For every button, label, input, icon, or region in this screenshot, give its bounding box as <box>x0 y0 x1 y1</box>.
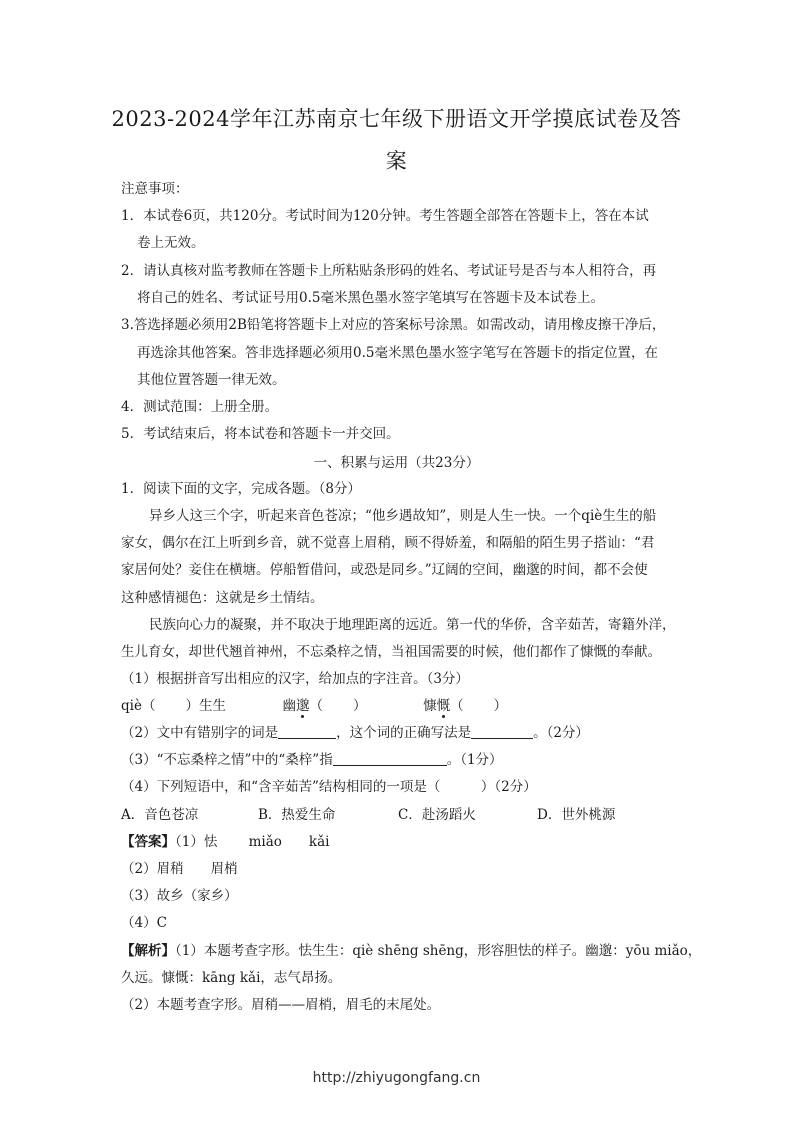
answer-line-2: （2）眉稍 眉梢 <box>121 861 238 877</box>
passage-line: 异乡人这三个字，听起来音色苍凉；“他乡遇故知”，则是人生一快。一个qiè生生的船 <box>149 508 657 524</box>
dotted-char: 慨 <box>436 698 451 714</box>
sub-question-1-items <box>121 697 507 715</box>
answer-line-3: （3）故乡（家乡） <box>121 888 238 904</box>
analysis-line-1: 【解析】（1）本题考查字形。怯生生：qiè shēng shēng，形容胆怯的样子。幽邈：yōu miǎo， <box>121 943 702 959</box>
answer-blank <box>278 724 336 739</box>
option-d: D．世外桃源 <box>537 807 616 823</box>
section-title: 一、积累与运用（共23分） <box>313 455 480 471</box>
option-c: C．赴汤蹈火 <box>398 807 476 823</box>
analysis-line-1b: 久远。慷慨：kāng kǎi，志气昂扬。 <box>121 970 342 986</box>
notice-line: 1．本试卷6页，共120分。考试时间为120分钟。考生答题全部答在答题卡上，答在本试 <box>121 208 649 224</box>
dotted-char: 邈 <box>296 698 310 714</box>
analysis-line-2: （2）本题考查字形。眉稍——眉梢，眉毛的末尾处。 <box>121 997 441 1013</box>
notice-line: 2．请认真核对监考教师在答题卡上所粘贴条形码的姓名、考试证号是否与本人相符合，再 <box>121 263 657 279</box>
pinyin-item-b: 幽邈（ ） <box>282 698 367 714</box>
notice-line: 5．考试结束后，将本试卷和答题卡一并交回。 <box>121 426 400 442</box>
pinyin-item-c: 慷慨（ ） <box>423 698 508 714</box>
question-stem: 1．阅读下面的文字，完成各题。（8分） <box>121 481 361 497</box>
footer-url: http://zhiyugongfang.cn <box>312 1070 481 1086</box>
sub-question-4: （4）下列短语中，和“含辛茹苦”结构相同的一项是（ ）（2分） <box>121 779 537 795</box>
passage-line: 家女，偶尔在江上听到乡音，就不觉喜上眉稍，顾不得娇羞，和隔船的陌生男子搭讪：“君 <box>121 535 655 551</box>
option-b: B．热爱生命 <box>258 807 336 823</box>
analysis-label: 【解析】 <box>121 943 175 959</box>
answer-blank <box>333 751 447 766</box>
notice-line: 4．测试范围：上册全册。 <box>121 399 279 415</box>
passage-line: 家居何处？妾住在横塘。停船暂借问，或恐是同乡。”辽阔的空间，幽邈的时间，都不会使 <box>121 562 648 578</box>
answer-blank <box>471 724 533 739</box>
notice-line: 3.答选择题必须用2B铅笔将答题卡上对应的答案标号涂黑。如需改动，请用橡皮擦干净后， <box>121 317 666 333</box>
option-a: A．音色苍凉 <box>121 807 199 823</box>
answer-line-4: （4）C <box>121 915 167 931</box>
pinyin-item-a: qiè（ ）生生 <box>121 698 226 714</box>
notice-header: 注意事项： <box>121 181 189 197</box>
notice-line: 其他位置答题一律无效。 <box>137 372 286 388</box>
sub-question-2: （2）文中有错别字的词是 ，这个词的正确写法是 。（2分） <box>121 725 589 741</box>
passage-line: 生儿育女，却世代翘首神州，不忘桑梓之情，当祖国需要的时候，他们都作了慷慨的奉献。 <box>121 644 661 660</box>
answer-line-1: 【答案】（1）怯 miǎo kǎi <box>121 834 330 850</box>
notice-line: 卷上无效。 <box>137 235 205 251</box>
notice-line: 再选涂其他答案。答非选择题必须用0.5毫米黑色墨水签字笔写在答题卡的指定位置，在 <box>137 345 658 361</box>
passage-line: 民族向心力的凝聚，并不取决于地理距离的远近。第一代的华侨，含辛茹苦，寄籍外洋， <box>149 617 676 633</box>
sub-question-3: （3）“不忘桑梓之情”中的“桑梓”指 。（1分） <box>121 752 503 768</box>
sub-question-1: （1）根据拼音写出相应的汉字，给加点的字注音。（3分） <box>121 671 469 687</box>
page-title: 2023-2024学年江苏南京七年级下册语文开学摸底试卷及答 <box>111 107 682 131</box>
answer-label: 【答案】 <box>121 834 175 850</box>
passage-line: 这种感情褪色：这就是乡土情结。 <box>121 590 324 606</box>
notice-line: 将自己的姓名、考试证号用0.5毫米黑色墨水签字笔填写在答题卡及本试卷上。 <box>137 290 604 306</box>
page-title-continued: 案 <box>385 149 408 173</box>
